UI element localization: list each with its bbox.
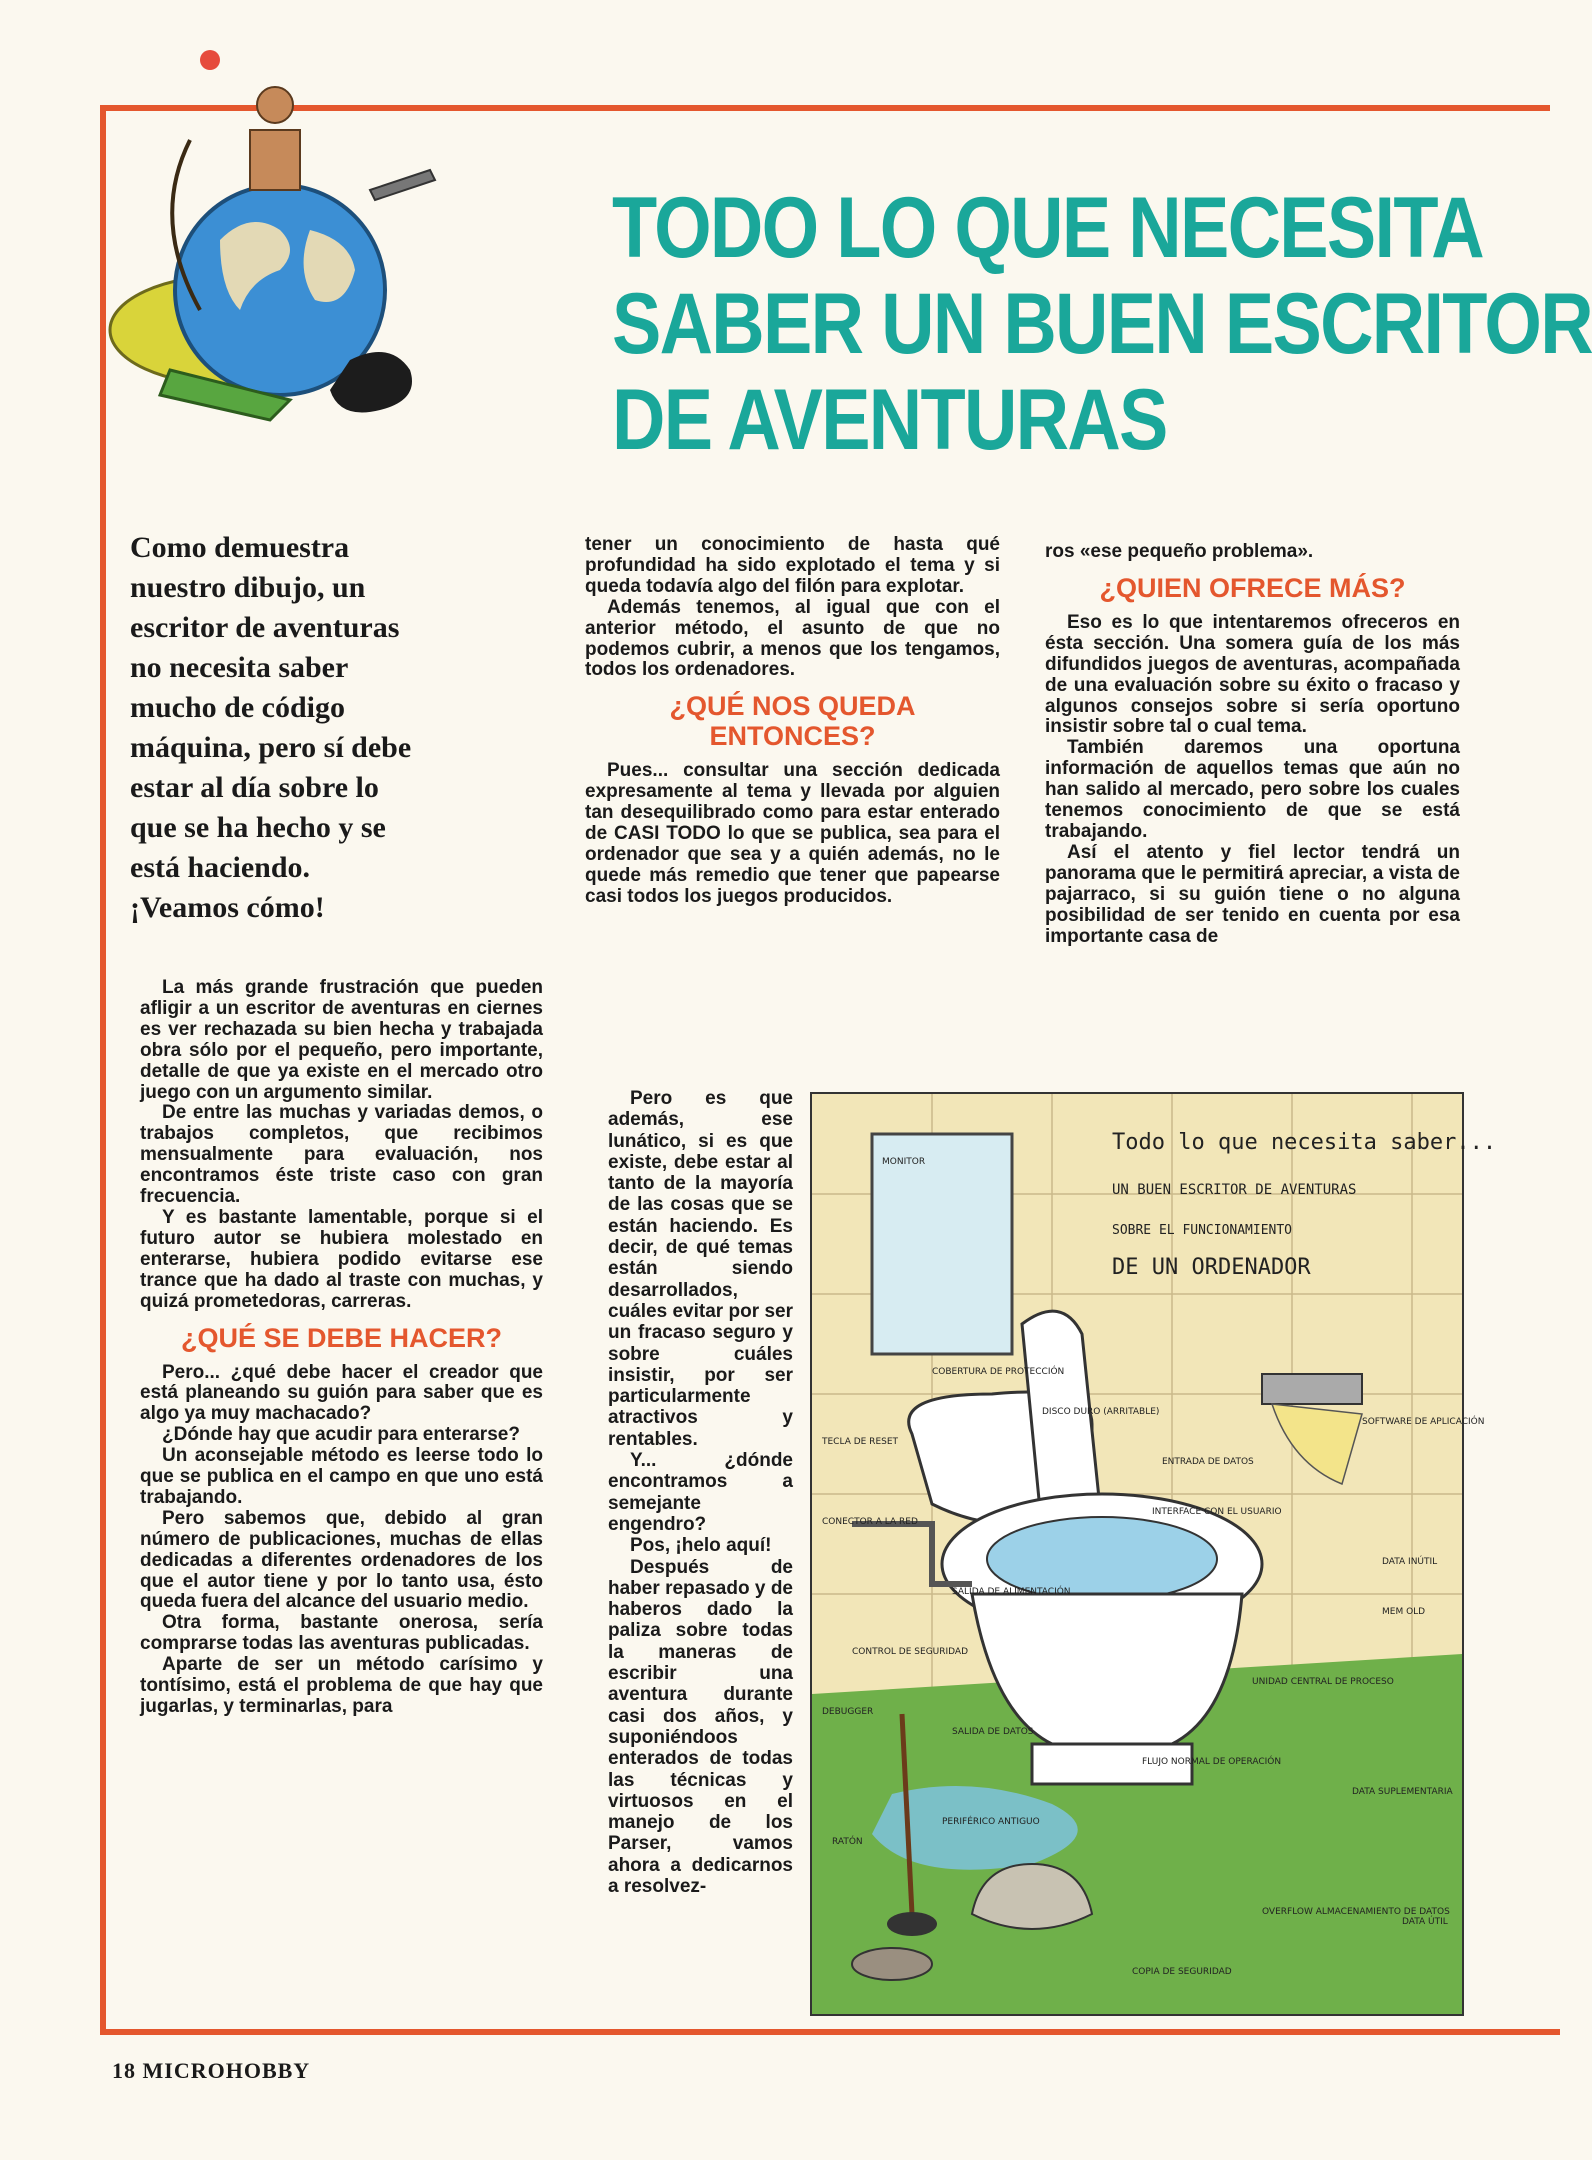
subheading-que-nos-queda: ¿QUÉ NOS QUEDA ENTONCES? [669,691,916,752]
label-unidad-central: UNIDAD CENTRAL DE PROCESO [1252,1677,1394,1687]
paragraph: Y... ¿dónde encontramos a semejante engendro? [608,1450,793,1535]
label-cobertura: COBERTURA DE PROTECCIÓN [932,1367,1065,1377]
label-salida-alimentacion: SALIDA DE ALIMENTACIÓN [952,1587,1071,1597]
body-column-3 [1045,542,1460,947]
paragraph: ros «ese pequeño problema». [1045,541,1314,562]
label-conector-red: CONECTOR A LA RED [822,1517,918,1527]
title-line-2: SABER UN BUEN ESCRITOR [612,276,1592,372]
body-column-2 [585,535,1000,908]
paragraph: Pues... consultar una sección dedicada expresamente al tema y llevada por alguien tan desequilibrado como para estar enterado de CASI TODO lo que se publica, sea para el ordenador que sea y a quién además, no le quede más remedio que tener que papearse casi todos los juegos producidos. [585,760,1000,907]
label-salida-datos: SALIDA DE DATOS [952,1727,1034,1737]
paragraph: ¿Dónde hay que acudir para enterarse? [162,1424,520,1446]
paragraph: Otra forma, bastante onerosa, sería comprarse todas las aventuras publicadas. [140,1612,543,1655]
standfirst-line: no necesita saber [130,651,349,684]
adventure-globe-logo [110,40,480,460]
standfirst-line: está haciendo. [130,851,310,884]
label-entrada-datos: ENTRADA DE DATOS [1162,1457,1254,1467]
page-footer: 18 MICROHOBBY [112,2058,311,2083]
label-data-suplementaria: DATA SUPLEMENTARIA [1352,1787,1453,1797]
toilet-computer-illustration [810,1092,1497,2016]
body-column-1 [140,978,543,1718]
label-debugger: DEBUGGER [822,1707,874,1717]
paragraph: Después de haber repasado y de haberos dado la paliza sobre todas la maneras de escribir una aventura durante casi dos años, y suponiéndoos enterados de todas las técnicas y virtuosos en el manejo de los Parser, vamos ahora a dedicarnos a resolvez- [608,1556,793,1897]
illustration-caption-line-1: Todo lo que necesita saber... [1112,1130,1497,1155]
label-raton: RATÓN [832,1837,863,1847]
paragraph: Y es bastante lamentable, porque si el futuro autor se hubiera molestado en enterarse, hubiera podido evitarse ese trance que ha dado al traste con muchas, y quizá prometedoras, carreras. [140,1206,543,1312]
paragraph: Además tenemos, al igual que con el anterior método, el asunto de que no podemos cubrir, a menos que los tengamos, todos los ordenadores. [585,596,1000,681]
label-tecla-reset: TECLA DE RESET [822,1437,899,1447]
standfirst-line: Como demuestra [130,531,350,564]
label-flujo-normal: FLUJO NORMAL DE OPERACIÓN [1142,1757,1282,1767]
label-data-inutil: DATA INÚTIL [1382,1557,1438,1567]
label-disco-duro: DISCO DURO (ARRITABLE) [1042,1407,1160,1417]
subheading-que-se-debe-hacer: ¿QUÉ SE DEBE HACER? [180,1322,503,1353]
illustration-caption-line-2: UN BUEN ESCRITOR DE AVENTURAS [1112,1182,1357,1198]
article-standfirst [130,528,525,928]
standfirst-line: máquina, pero sí debe [130,731,412,764]
standfirst-line: nuestro dibujo, un [130,571,366,604]
label-control-seguridad: CONTROL DE SEGURIDAD [852,1647,969,1657]
label-overflow: OVERFLOW ALMACENAMIENTO DE DATOS [1262,1907,1450,1917]
paragraph: Un aconsejable método es leerse todo lo que se publica en el campo en que uno está trabajando. [140,1445,543,1508]
standfirst-line: estar al día sobre lo [130,771,379,804]
label-software-aplicacion: SOFTWARE DE APLICACIÓN [1362,1417,1485,1427]
article-title [612,180,1592,468]
paragraph: La más grande frustración que pueden afligir a un escritor de aventuras en ciernes es ver rechazada su bien hecha y trabajada obra sólo por el pequeño, pero importante, detalle de que ya existe en el mercado otro juego con un argumento similar. [140,977,543,1103]
subheading-quien-ofrece-mas: ¿QUIEN OFRECE MÁS? [1099,572,1406,603]
paragraph: Eso es lo que intentaremos ofreceros en ésta sección. Una somera guía de los más difundidos juegos de aventuras, acompañada de una evaluación sobre su éxito o fracaso y algunos consejos sobre si sería oportuno insistir sobre tal o cual tema. [1045,611,1460,738]
paragraph: tener un conocimiento de hasta qué profundidad ha sido explotado el tema y si queda todavía algo del filón para explotar. [585,534,1000,597]
frame-bottom-rule [100,2029,1560,2035]
illustration-caption-line-4: DE UN ORDENADOR [1112,1255,1311,1280]
standfirst-line: que se ha hecho y se [130,811,386,844]
label-copia-seguridad: COPIA DE SEGURIDAD [1132,1967,1232,1977]
standfirst-line: escritor de aventuras [130,611,400,644]
label-monitor: MONITOR [882,1157,926,1167]
label-periferico-antiguo: PERIFÉRICO ANTIGUO [942,1817,1040,1827]
standfirst-line: ¡Veamos cómo! [130,891,325,924]
title-line-3: DE AVENTURAS [612,372,1167,468]
paragraph: Pero es que además, ese lunático, si es que existe, debe estar al tanto de la mayoría de las cosas que se están haciendo. Es decir, de qué temas están siendo desarrollados, cuáles evitar por ser un fracaso seguro y sobre cuáles insistir, por ser particularmente atractivos y rentables. [608,1088,793,1450]
paragraph: También daremos una oportuna información de aquellos temas que aún no han salido al mercado, pero sobre los cuales tenemos conocimiento de que se está trabajando. [1045,737,1460,842]
label-data-util: DATA ÚTIL [1402,1917,1448,1927]
paragraph: Pos, ¡helo aquí! [630,1535,772,1557]
frame-left-rule [100,105,106,2035]
label-mem-old: MEM OLD [1382,1607,1426,1617]
title-line-1: TODO LO QUE NECESITA [612,180,1484,276]
paragraph: De entre las muchas y variadas demos, o trabajos completos, que recibimos mensualmente para evaluación, nos encontramos éste triste caso con gran frecuencia. [140,1102,543,1208]
label-interface-usuario: INTERFACE CON EL USUARIO [1152,1507,1282,1517]
paragraph: Así el atento y fiel lector tendrá un panorama que le permitirá apreciar, a vista de pajarraco, si su guión tiene o no alguna posibilidad de ser tenido en cuenta por esa importante casa de [1045,841,1460,947]
paragraph: Pero... ¿qué debe hacer el creador que está planeando su guión para saber que es algo ya muy machacado? [140,1361,543,1425]
body-column-2-narrow [608,1088,793,1897]
illustration-caption-line-3: SOBRE EL FUNCIONAMIENTO [1112,1223,1293,1238]
paragraph: Pero sabemos que, debido al gran número de publicaciones, muchas de ellas dedicadas a diferentes ordenadores de los que el autor tiene y por lo tanto usa, ésto queda fuera del alcance del usuario medio. [140,1507,543,1613]
paragraph: Aparte de ser un método carísimo y tontísimo, está el problema de que hay que jugarlas, y terminarlas, para [140,1654,543,1717]
standfirst-line: mucho de código [130,691,346,724]
